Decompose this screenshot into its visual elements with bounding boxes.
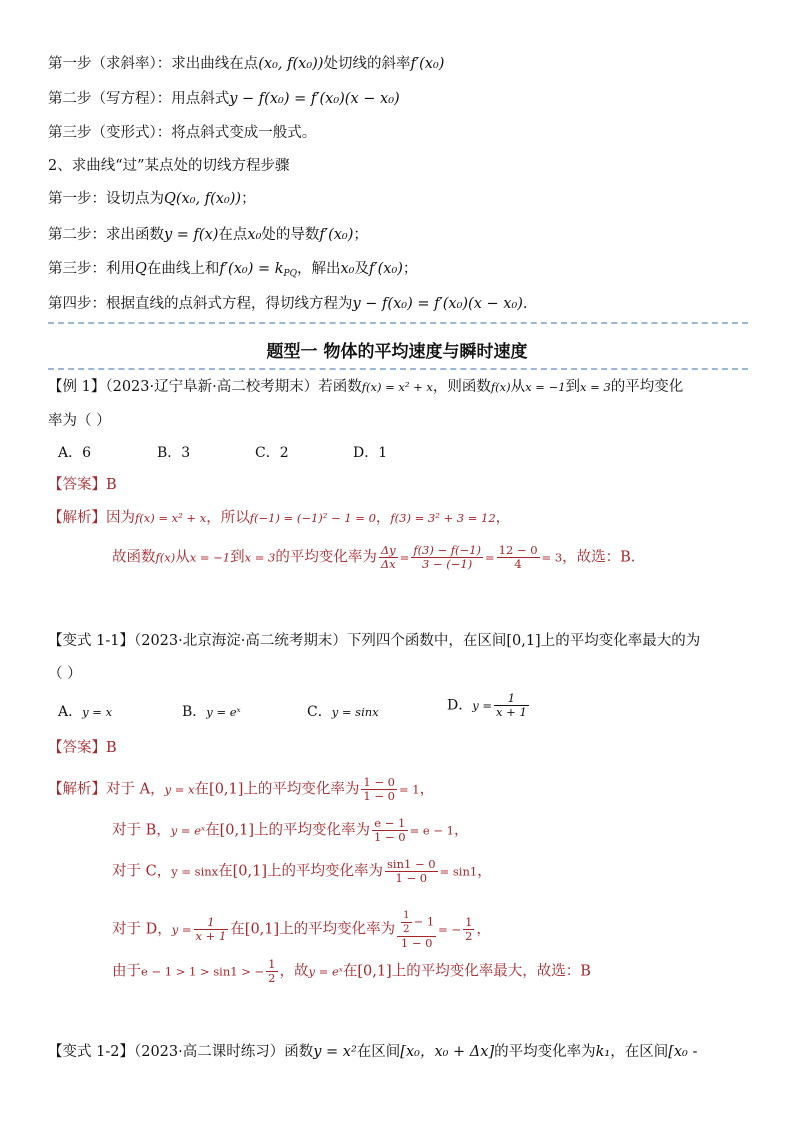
- example1-frac-1: [379, 544, 398, 571]
- through-step-1: [48, 189, 256, 209]
- example1-a: x = −1: [525, 380, 566, 394]
- through-s2-text: 第二步：求出函数: [48, 227, 164, 243]
- example1-result: = 3: [541, 550, 563, 565]
- variant11-label: 【变式 1-1】: [48, 633, 134, 649]
- row-d-interval: [0,1]: [244, 921, 280, 938]
- step-2-line: [48, 89, 400, 109]
- through-s3-q: Q: [135, 261, 147, 277]
- row-a-func: y = x: [164, 782, 195, 797]
- row-d-inner-num: 1: [403, 910, 410, 921]
- row-d-mid2: 上的平均变化率为: [279, 921, 396, 938]
- step-3-line: [48, 123, 316, 143]
- variant11-row-a: [48, 776, 434, 803]
- frac-2-den: 3 − (−1): [422, 557, 473, 571]
- row-d-tail: ，: [476, 921, 491, 938]
- through-s3-expr2: f′(x₀): [368, 261, 403, 277]
- variant11-row-c: [112, 858, 492, 885]
- option-d-letter: D．: [447, 697, 473, 714]
- example1-a2-mid: 的平均变化率为: [275, 549, 377, 566]
- through-step-2: [48, 225, 368, 245]
- variant12-mid2: 的平均变化率为: [494, 1044, 596, 1060]
- variant12-question: [48, 1042, 697, 1062]
- through-s4-text: 第四步：根据直线的点斜式方程，得切线方程为: [48, 296, 353, 312]
- through-step-4: [48, 294, 528, 314]
- example1-tail: 的平均变化: [610, 379, 684, 395]
- row-b-pre: 对于 B，: [112, 822, 171, 839]
- example1-a2-a: x = −1: [189, 550, 231, 565]
- example1-eq-1: =: [399, 550, 410, 565]
- through-s1-expr: Q(x₀, f(x₀)): [164, 191, 242, 207]
- row-d-func: y =: [171, 922, 192, 937]
- row-a-tail: ，: [419, 781, 435, 798]
- row-a-den: 1 − 0: [363, 789, 395, 803]
- variant11-answer-label: 【答案】: [48, 740, 106, 756]
- variant11-row-b: [112, 817, 468, 844]
- row-c-den: 1 − 0: [395, 871, 428, 885]
- row-a-frac: [361, 776, 397, 803]
- option-d-den: x + 1: [496, 705, 527, 719]
- through-s3-x0: x₀: [340, 261, 355, 277]
- example1-a2-b: x = 3: [244, 550, 276, 565]
- variant12-func: y = x²: [313, 1044, 357, 1060]
- frac-3-num: 12 − 0: [498, 543, 538, 557]
- variant11-answer: [48, 738, 117, 758]
- frac-1-num: Δy: [380, 543, 396, 557]
- through-s3-and: 及: [354, 261, 369, 277]
- through-s1-text: 第一步：设切点为: [48, 191, 164, 207]
- through-s3-mid: 在曲线上和: [146, 261, 220, 277]
- row-b-tail: ，: [453, 822, 469, 839]
- through-s3-mid2: ，解出: [296, 261, 341, 277]
- example1-fx: f(x): [490, 380, 511, 394]
- example1-eq-2: =: [485, 550, 495, 565]
- variant12-interval-1: [x₀，x₀ + Δx]: [400, 1044, 495, 1060]
- row-d-frac: [397, 909, 436, 950]
- variant11-source: （2023·北京海淀·高二统考期末）下列四个函数中，在区间: [133, 633, 507, 649]
- row-c-tail: ，: [477, 863, 492, 880]
- variant12-label: 【变式 1-2】: [48, 1044, 134, 1060]
- variant11-interval: [0,1]: [506, 633, 541, 649]
- through-title: [48, 156, 290, 176]
- conclusion-mid: ，故: [279, 963, 309, 980]
- example1-answer-label: 【答案】: [48, 477, 106, 493]
- through-s2-mid2: 处的导数: [261, 227, 320, 243]
- row-b-interval: [0,1]: [219, 822, 254, 839]
- through-s4-tail: .: [522, 296, 528, 312]
- example1-option-b[interactable]: B．3: [157, 445, 191, 461]
- row-c-pre: 对于 C，: [112, 863, 172, 880]
- conclusion-pre: 由于: [112, 963, 141, 980]
- row-d-result-frac: [463, 916, 474, 943]
- conclusion-expr: e − 1 > 1 > sin1 > −: [141, 964, 265, 979]
- frac-3-den: 4: [514, 557, 522, 571]
- example1-mid: ，则函数: [432, 379, 491, 395]
- row-a-pre: 对于 A，: [106, 781, 165, 798]
- option-d-num: 1: [494, 692, 529, 706]
- row-a-mid2: 上的平均变化率为: [243, 781, 360, 798]
- example1-frac-3: [497, 544, 540, 571]
- example1-a1-expr2: f(−1) = (−1)² − 1 = 0: [249, 511, 376, 525]
- row-c-frac: [385, 858, 438, 885]
- example1-analysis-1: [48, 508, 510, 528]
- row-c-num: sin1 − 0: [387, 857, 436, 871]
- conclusion-func: y = eˣ: [308, 964, 343, 979]
- row-d-den: 1 − 0: [400, 936, 433, 950]
- option-a-expr: y = x: [82, 705, 113, 719]
- row-c-func: y = sinx: [171, 864, 219, 879]
- example1-analysis-label: 【解析】: [48, 510, 106, 526]
- example1-a2-tail: ，故选：B.: [562, 549, 636, 566]
- example1-a1-expr3: f(3) = 3² + 3 = 12: [390, 511, 496, 525]
- row-a-num: 1 − 0: [363, 775, 395, 789]
- step-1-text: 第一步（求斜率）：求出曲线在点: [48, 56, 259, 72]
- variant11-conclusion: [112, 958, 591, 985]
- example1-to: 到: [565, 379, 581, 395]
- example1-question-line2: 率为（ ）: [48, 413, 111, 429]
- row-c-mid2: 上的平均变化率为: [267, 863, 384, 880]
- through-s2-expr2: f′(x₀): [319, 227, 354, 243]
- variant12-interval-2: [x₀ -: [668, 1044, 698, 1060]
- variant11-option-a[interactable]: [58, 701, 112, 721]
- conclusion-tail: 上的平均变化率最大，故选：B: [391, 963, 591, 980]
- example1-a1-expr: f(x) = x² + x: [135, 511, 207, 525]
- option-b-expr: y = eˣ: [206, 705, 241, 719]
- row-d-inner-frac: [401, 909, 411, 936]
- row-b-frac: [372, 817, 408, 844]
- step-2-expr: y − f(x₀) = f′(x₀)(x − x₀): [229, 91, 400, 107]
- row-d-mid: 在: [230, 921, 245, 938]
- example1-label: 【例 1】: [48, 379, 106, 395]
- row-b-result: = e − 1: [409, 823, 454, 838]
- option-b-letter: B．: [182, 704, 207, 720]
- example1-from: 从: [510, 379, 526, 395]
- example1-a2: 故函数: [112, 549, 156, 566]
- section-title: 题型一 物体的平均速度与瞬时速度: [266, 342, 528, 362]
- row-c-mid: 在: [218, 863, 233, 880]
- through-s3-tail: ；: [402, 261, 418, 277]
- variant11-option-c[interactable]: [307, 701, 379, 721]
- example1-b: x = 3: [580, 380, 611, 394]
- example1-source: （2023·辽宁阜新·高二校考期末）若函数: [105, 379, 362, 395]
- row-b-num: e − 1: [372, 817, 408, 831]
- step-1-tail: 处切线的斜率: [323, 56, 411, 72]
- row-d-func-num: 1: [194, 916, 229, 930]
- example1-question: [48, 377, 683, 397]
- example1-frac-2: [411, 544, 483, 571]
- step-1-expr: f′(x₀): [410, 56, 445, 72]
- through-s2-tail: ；: [353, 227, 368, 243]
- through-s3-sub: PQ: [283, 269, 297, 279]
- variant11-option-d[interactable]: [447, 692, 531, 719]
- through-s1-tail: ；: [241, 191, 256, 207]
- row-d-func-den: x + 1: [195, 929, 227, 943]
- example1-a1: 因为: [106, 510, 135, 526]
- example1-a1-mid: ，所以: [206, 510, 250, 526]
- frac-1-den: Δx: [380, 557, 396, 571]
- conclusion-interval: [0,1]: [357, 963, 392, 980]
- variant11-tail: 上的平均变化率最大的为: [540, 633, 701, 649]
- row-b-den: 1 − 0: [373, 830, 406, 844]
- through-s3-expr: f′(x₀) = k: [219, 261, 284, 277]
- variant11-row-d: [112, 909, 491, 950]
- conclusion-frac: [266, 958, 277, 985]
- example1-a2-from: 从: [175, 549, 190, 566]
- row-d-result: = −: [438, 922, 462, 937]
- variant11-analysis-label: 【解析】: [48, 781, 106, 798]
- example1-answer: [48, 475, 117, 495]
- conclusion-num: 1: [268, 957, 276, 971]
- step-1-line: [48, 54, 444, 74]
- row-a-result: = 1: [399, 782, 420, 797]
- conclusion-mid2: 在: [342, 963, 358, 980]
- step-3-text: 第三步（变形式）：将点斜式变成一般式。: [48, 125, 317, 141]
- through-s4-expr: y − f(x₀) = f′(x₀)(x − x₀): [352, 296, 523, 312]
- variant11-option-b[interactable]: [182, 701, 241, 721]
- row-c-result: = sin1: [439, 864, 478, 879]
- row-d-complex-num: [397, 909, 436, 937]
- example1-option-c[interactable]: C．2: [255, 445, 289, 461]
- row-d-result-den: 2: [465, 929, 473, 943]
- step-2-text: 第二步（写方程）：用点斜式: [48, 91, 230, 107]
- divider-top: [48, 322, 748, 324]
- row-b-mid: 在: [205, 822, 220, 839]
- row-b-func: y = eˣ: [170, 823, 206, 838]
- through-s2-expr: y = f(x): [164, 227, 219, 243]
- example1-func: f(x) = x² + x: [361, 380, 433, 394]
- divider-bottom: [48, 368, 748, 370]
- conclusion-den: 2: [268, 971, 276, 985]
- example1-option-a[interactable]: A．6: [58, 445, 92, 461]
- row-a-interval: [0,1]: [209, 781, 244, 798]
- row-d-inner-den: 2: [403, 924, 410, 935]
- frac-2-num: f(3) − f(−1): [413, 543, 481, 557]
- row-b-mid2: 上的平均变化率为: [253, 822, 370, 839]
- row-d-result-num: 1: [465, 915, 473, 929]
- through-title-text: 2、求曲线“过”某点处的切线方程步骤: [48, 158, 290, 174]
- variant12-mid3: ，在区间: [610, 1044, 669, 1060]
- option-d-expr: y =: [472, 698, 493, 713]
- option-c-letter: C．: [307, 704, 332, 720]
- variant12-source: （2023·高二课时练习）函数: [133, 1044, 314, 1060]
- example1-analysis-2: [112, 544, 635, 571]
- example1-a1-sep: ，: [375, 510, 391, 526]
- variant11-answer-value: B: [106, 740, 117, 756]
- example1-option-d[interactable]: D．1: [353, 445, 388, 461]
- row-d-num-tail: − 1: [413, 914, 435, 929]
- variant11-question-line2: （ ）: [48, 666, 82, 682]
- through-s2-mid: 在点: [218, 227, 248, 243]
- row-a-mid: 在: [194, 781, 210, 798]
- row-d-func-frac: [194, 916, 229, 943]
- step-1-point: (x₀, f(x₀)): [258, 56, 324, 72]
- through-s2-x0: x₀: [247, 227, 262, 243]
- variant12-mid: 在区间: [356, 1044, 401, 1060]
- example1-a2-to: 到: [230, 549, 245, 566]
- through-step-3: [48, 259, 417, 284]
- option-c-expr: y = sinx: [331, 705, 379, 719]
- option-a-letter: A．: [58, 704, 83, 720]
- through-s3-text: 第三步：利用: [48, 261, 135, 277]
- example1-a1-tail: ，: [495, 510, 511, 526]
- variant11-question: [48, 631, 700, 651]
- row-d-pre: 对于 D，: [112, 921, 172, 938]
- row-c-interval: [0,1]: [232, 863, 268, 880]
- variant12-k1: k₁: [595, 1044, 611, 1060]
- example1-a2-fx: f(x): [155, 550, 176, 565]
- example1-answer-value: B: [106, 477, 117, 493]
- option-d-frac: [494, 692, 529, 719]
